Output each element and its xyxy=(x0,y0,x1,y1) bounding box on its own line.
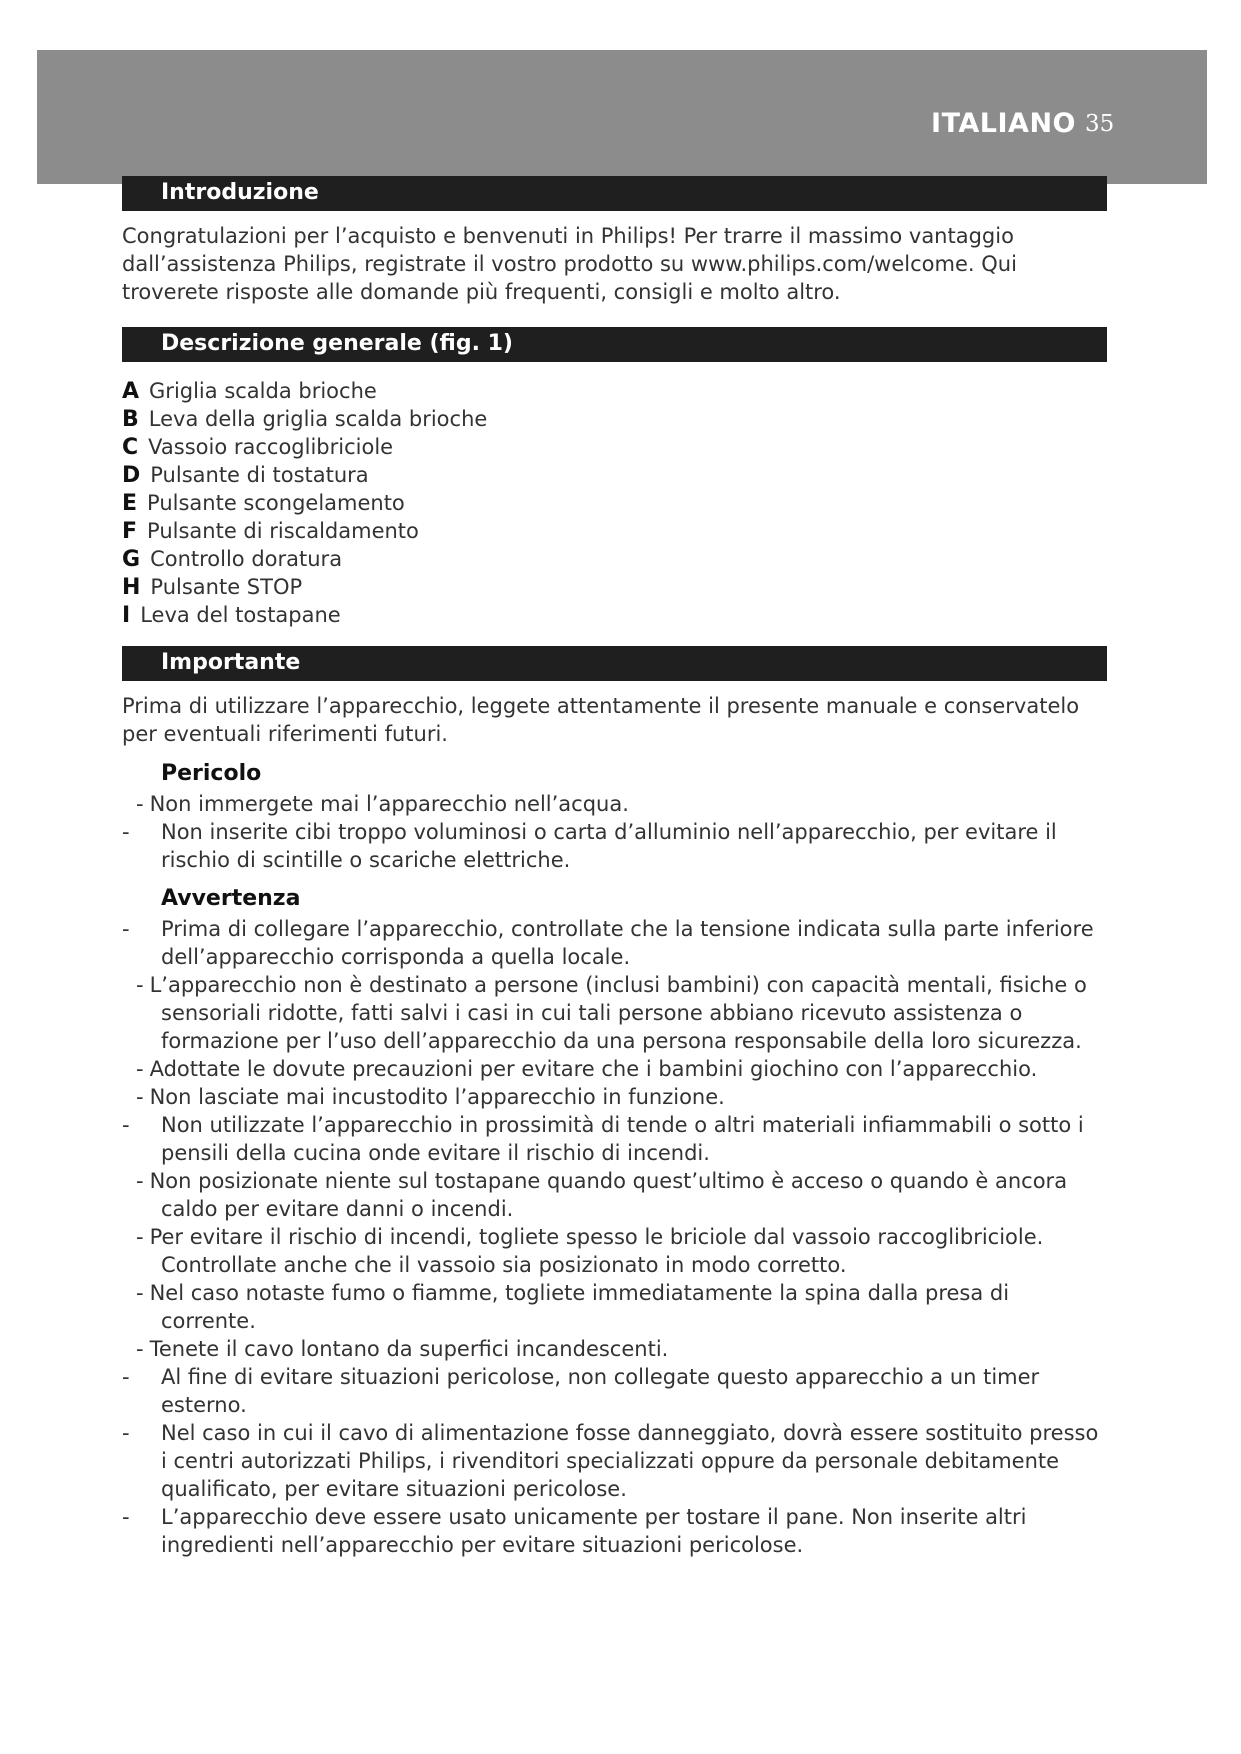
list-item: - Nel caso in cui il cavo di alimentazione fosse danneggiato, dovrà essere sostituito presso i centri autorizzati Philips, i rivenditori specializzati oppure da personale debitamente qualificato, per evitare situazioni pericolose. xyxy=(122,1421,1099,1501)
part-letter: B xyxy=(122,407,139,432)
section-title: Introduzione xyxy=(161,180,319,205)
part-letter: G xyxy=(122,547,141,572)
intro-paragraph: Congratulazioni per l’acquisto e benvenuti in Philips! Per trarre il massimo vantaggio dall’assistenza Philips, registrate il vostro prodotto su www.philips.com/welcome. Qui troverete risposte alle domande più frequenti, consigli e molto altro. xyxy=(122,224,1017,304)
part-letter: F xyxy=(122,519,138,544)
part-label: Leva della griglia scalda brioche xyxy=(148,407,488,431)
list-item: - L’apparecchio deve essere usato unicamente per tostare il pane. Non inserite altri ingredienti nell’apparecchio per evitare situazioni pericolose. xyxy=(122,1505,1027,1557)
part-label: Controllo doratura xyxy=(150,547,343,571)
danger-heading: Pericolo xyxy=(161,761,262,786)
language-label: ITALIANO xyxy=(931,108,1076,139)
important-paragraph: Prima di utilizzare l’apparecchio, leggete attentamente il presente manuale e conservatelo per eventuali riferimenti futuri. xyxy=(122,694,1080,746)
list-item xyxy=(122,461,487,489)
section-heading-important xyxy=(122,646,1107,681)
part-label: Pulsante STOP xyxy=(150,575,303,599)
part-label: Leva del tostapane xyxy=(140,603,341,627)
list-item xyxy=(122,517,487,545)
section-title: Importante xyxy=(161,650,301,675)
list-item xyxy=(122,601,487,629)
list-item: - Nel caso notaste fumo o fiamme, togliete immediatamente la spina dalla presa di corrente. xyxy=(136,1281,1010,1333)
section-heading-overview xyxy=(122,327,1107,362)
part-label: Pulsante scongelamento xyxy=(147,491,405,515)
part-letter: E xyxy=(122,491,138,516)
list-item xyxy=(122,433,487,461)
list-item: - Non utilizzate l’apparecchio in prossimità di tende o altri materiali infiammabili o sotto i pensili della cucina onde evitare il rischio di incendi. xyxy=(122,1113,1084,1165)
list-item: - Prima di collegare l’apparecchio, controllate che la tensione indicata sulla parte inferiore dell’apparecchio corrisponda a quella locale. xyxy=(122,917,1094,969)
list-item xyxy=(122,545,487,573)
list-item xyxy=(122,573,487,601)
part-letter: C xyxy=(122,435,139,460)
list-item xyxy=(122,377,487,405)
list-item xyxy=(122,405,487,433)
part-letter: H xyxy=(122,575,141,600)
section-title: Descrizione generale (fig. 1) xyxy=(161,331,513,356)
list-item xyxy=(122,489,487,517)
warning-list xyxy=(122,915,1107,1559)
part-letter: I xyxy=(122,603,131,628)
part-label: Vassoio raccoglibriciole xyxy=(148,435,394,459)
part-label: Pulsante di tostatura xyxy=(150,463,369,487)
list-item: - Per evitare il rischio di incendi, togliete spesso le briciole dal vassoio raccoglibriciole. Controllate anche che il vassoio sia posizionato in modo corretto. xyxy=(136,1225,1044,1277)
list-item: - Non lasciate mai incustodito l’apparecchio in funzione. xyxy=(136,1085,725,1109)
part-letter: D xyxy=(122,463,141,488)
section-heading-intro xyxy=(122,176,1107,211)
part-label: Pulsante di riscaldamento xyxy=(147,519,419,543)
list-item: - L’apparecchio non è destinato a persone (inclusi bambini) con capacità mentali, fisiche o sensoriali ridotte, fatti salvi i casi in cui tali persone abbiano ricevuto assistenza o formazione per l’uso dell’apparecchio da una persona responsabile della loro sicurezza. xyxy=(136,973,1087,1053)
list-item: - Tenete il cavo lontano da superfici incandescenti. xyxy=(136,1337,669,1361)
list-item: - Non posizionate niente sul tostapane quando quest’ultimo è acceso o quando è ancora caldo per evitare danni o incendi. xyxy=(136,1169,1068,1221)
part-label: Griglia scalda brioche xyxy=(149,379,377,403)
list-item: - Al fine di evitare situazioni pericolose, non collegate questo apparecchio a un timer esterno. xyxy=(122,1365,1040,1417)
parts-list xyxy=(122,377,487,629)
danger-list xyxy=(122,790,1107,874)
list-item: - Adottate le dovute precauzioni per evitare che i bambini giochino con l’apparecchio. xyxy=(136,1057,1038,1081)
part-letter: A xyxy=(122,379,140,404)
warning-heading: Avvertenza xyxy=(161,886,301,911)
page-number: 35 xyxy=(1085,111,1115,137)
list-item: - Non inserite cibi troppo voluminosi o carta d’alluminio nell’apparecchio, per evitare il rischio di scintille o scariche elettriche. xyxy=(122,820,1057,872)
list-item: - Non immergete mai l’apparecchio nell’acqua. xyxy=(136,792,629,816)
